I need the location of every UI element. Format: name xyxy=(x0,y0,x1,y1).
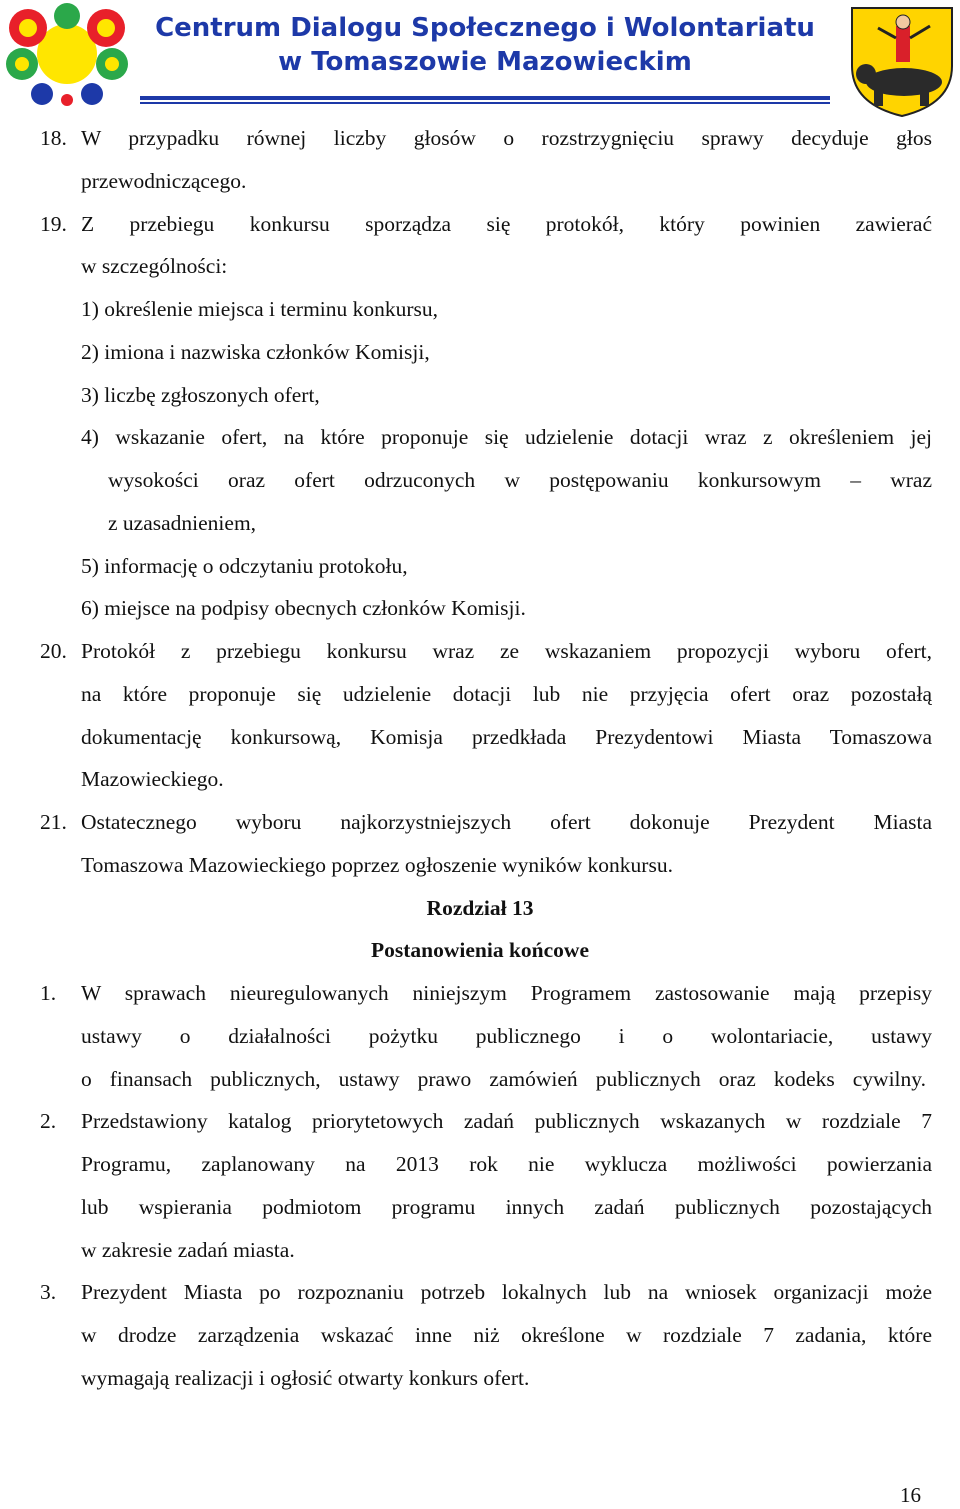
item-number: 2. xyxy=(40,1109,57,1133)
list-item: 6) miejsce na podpisy obecnych członków Komisji. xyxy=(81,596,526,620)
paragraph-line: w zakresie zadań miasta. xyxy=(81,1238,295,1262)
paragraph-line: Ostatecznego wyboru najkorzystniejszych ofert dokonuje Prezydent Miasta xyxy=(81,810,932,834)
paragraph-line: W sprawach nieuregulowanych niniejszym Programem zastosowanie mają przepisy xyxy=(81,981,932,1005)
paragraph-line: Przedstawiony katalog priorytetowych zadań publicznych wskazanych w rozdziale 7 xyxy=(81,1109,932,1133)
paragraph-line: Protokół z przebiegu konkursu wraz ze wskazaniem propozycji wyboru ofert, xyxy=(81,639,932,663)
page-header xyxy=(0,0,960,120)
paragraph-line: Tomaszowa Mazowieckiego poprzez ogłoszenie wyników konkursu. xyxy=(81,853,673,877)
paragraph-line: w drodze zarządzenia wskazać inne niż określone w rozdziale 7 zadania, które xyxy=(81,1323,932,1347)
list-item: z uzasadnieniem, xyxy=(108,511,257,535)
item-number: 21. xyxy=(40,810,67,834)
paragraph-line: przewodniczącego. xyxy=(81,169,247,193)
paragraph-line: lub wspierania podmiotom programu innych zadań publicznych pozostających xyxy=(81,1195,932,1219)
item-number: 1. xyxy=(40,981,57,1005)
item-number: 20. xyxy=(40,639,67,663)
item-number: 3. xyxy=(40,1280,57,1304)
paragraph-line: ustawy o działalności pożytku publicznego i o wolontariacie, ustawy xyxy=(81,1024,932,1048)
coat-of-arms-icon xyxy=(848,4,956,118)
list-item: 4) wskazanie ofert, na które proponuje się udzielenie dotacji wraz z określeniem jej xyxy=(81,425,932,449)
item-number: 18. xyxy=(40,126,67,150)
paragraph-line: Prezydent Miasta po rozpoznaniu potrzeb lokalnych lub na wniosek organizacji może xyxy=(81,1280,932,1304)
paragraph-line: o finansach publicznych, ustawy prawo zamówień publicznych oraz kodeks cywilny. xyxy=(81,1067,926,1091)
header-rule-thin xyxy=(140,102,830,104)
paragraph-line: Programu, zaplanowany na 2013 rok nie wyklucza możliwości powierzania xyxy=(81,1152,932,1176)
paragraph-line: Mazowieckiego. xyxy=(81,767,224,791)
list-item: 1) określenie miejsca i terminu konkursu, xyxy=(81,297,439,321)
chapter-subtitle: Postanowienia końcowe xyxy=(371,938,589,962)
paragraph-line: w szczególności: xyxy=(81,254,228,278)
paragraph-line: na które proponuje się udzielenie dotacji lub nie przyjęcia ofert oraz pozostałą xyxy=(81,682,932,706)
chapter-title: Rozdział 13 xyxy=(426,896,534,920)
header-rule-thick xyxy=(140,96,830,100)
paragraph-line: W przypadku równej liczby głosów o rozstrzygnięciu sprawy decyduje głos xyxy=(81,126,932,150)
page-number: 16 xyxy=(900,1483,921,1507)
list-item: 5) informację o odczytaniu protokołu, xyxy=(81,554,408,578)
list-item: 3) liczbę zgłoszonych ofert, xyxy=(81,383,320,407)
list-item: 2) imiona i nazwiska członków Komisji, xyxy=(81,340,430,364)
organization-name-line2: w Tomaszowie Mazowieckim xyxy=(278,47,692,77)
paragraph-line: Z przebiegu konkursu sporządza się protokół, który powinien zawierać xyxy=(81,212,932,236)
item-number: 19. xyxy=(40,212,67,236)
organization-name-line1: Centrum Dialogu Społecznego i Wolontariatu xyxy=(155,13,815,43)
paragraph-line: dokumentację konkursową, Komisja przedkłada Prezydentowi Miasta Tomaszowa xyxy=(81,725,932,749)
paragraph-line: wymagają realizacji i ogłosić otwarty konkurs ofert. xyxy=(81,1366,530,1390)
list-item: wysokości oraz ofert odrzuconych w postępowaniu konkursowym – wraz xyxy=(108,468,932,492)
